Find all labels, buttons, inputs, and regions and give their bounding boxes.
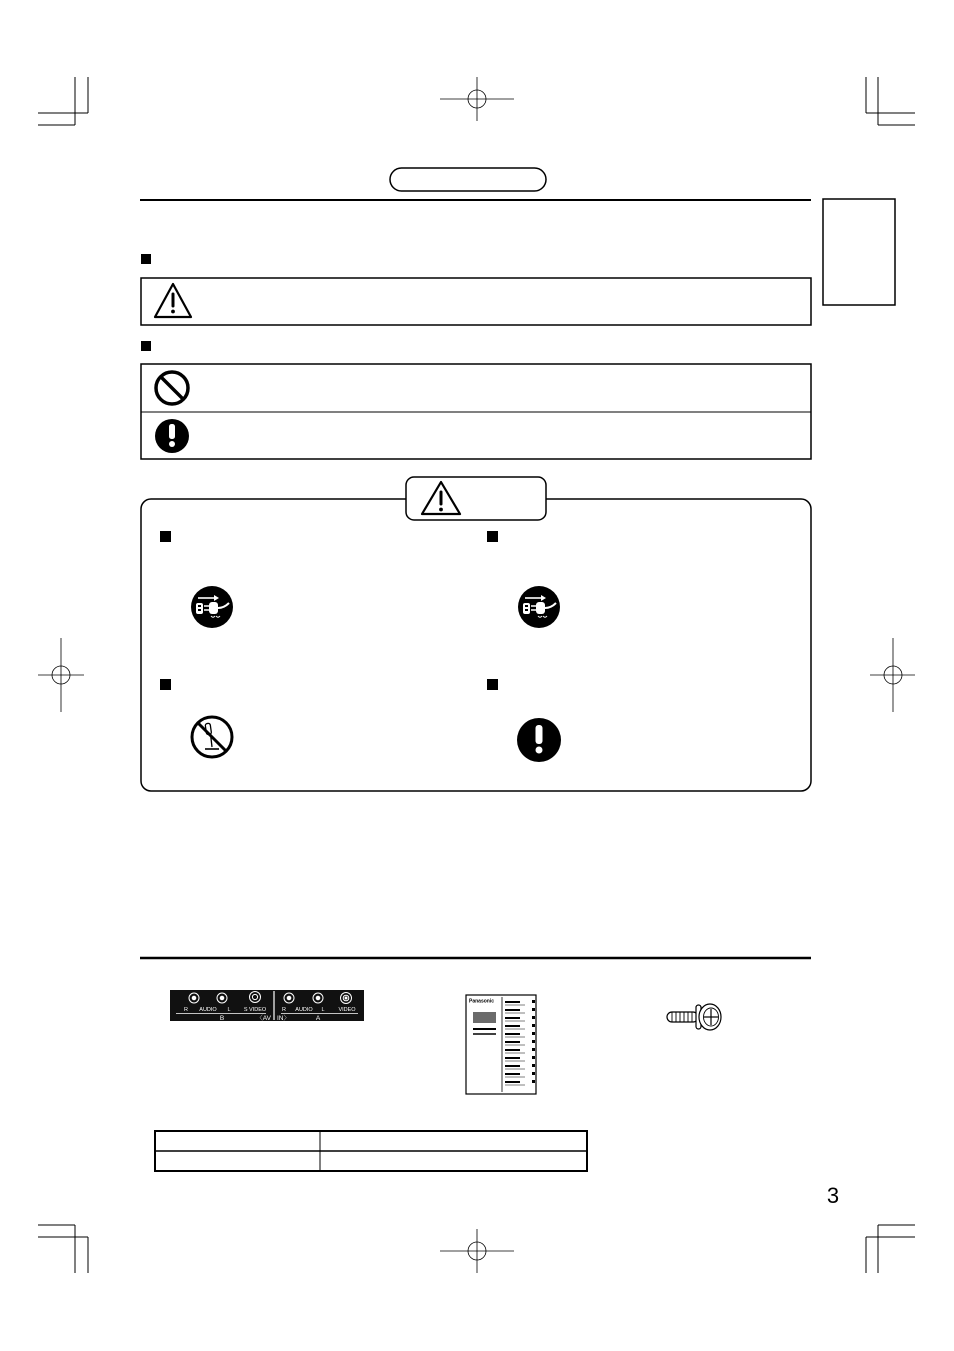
label-in: IN〉 (277, 1015, 290, 1022)
label-group-b: B (219, 1015, 225, 1022)
crop-mark-bottom-right (866, 1225, 915, 1273)
label-a-audio: AUDIO (295, 1007, 313, 1013)
info-table (155, 1131, 587, 1171)
square-bullet (160, 679, 171, 690)
registration-mark-left (38, 638, 84, 712)
screw-icon (667, 1004, 721, 1030)
registration-mark-bottom (440, 1229, 514, 1273)
label-b-audio: AUDIO (199, 1007, 217, 1013)
square-bullet (487, 679, 498, 690)
label-group-a: A (315, 1015, 321, 1022)
label-a-audio-r: R (282, 1007, 286, 1013)
booklet-brand: Panasonic (469, 998, 495, 1005)
unplug-icon (191, 586, 233, 628)
crop-mark-top-right (866, 77, 915, 125)
unplug-icon (518, 586, 560, 628)
prohibition-icon (156, 372, 188, 404)
legend-box-frame (141, 278, 811, 325)
label-av: 〈AV (256, 1015, 271, 1022)
warning-legend-box (141, 278, 811, 325)
registration-mark-top (440, 77, 514, 121)
label-a-video: VIDEO (338, 1007, 356, 1013)
booklet-cover-block (473, 1012, 496, 1023)
crop-mark-bottom-left (38, 1225, 88, 1273)
side-index-tab (823, 199, 895, 305)
label-a-audio-l: L (321, 1007, 325, 1013)
section-title-pill (390, 168, 546, 191)
label-b-audio-r: R (184, 1007, 188, 1013)
manual-booklet (466, 995, 536, 1094)
crop-mark-top-left (38, 77, 88, 125)
square-bullet (160, 531, 171, 542)
symbol-legend-box (141, 364, 811, 459)
no-disassemble-icon (192, 717, 232, 757)
exclamation-icon (517, 718, 561, 762)
av-input-panel (170, 990, 364, 1022)
caution-panel-frame (141, 499, 811, 791)
caution-panel (141, 477, 811, 791)
registration-mark-right (870, 638, 915, 712)
square-bullet (141, 341, 151, 351)
label-b-s-video: S VIDEO (243, 1007, 267, 1013)
label-b-audio-l: L (227, 1007, 231, 1013)
caution-panel-tab (406, 477, 546, 520)
booklet-cover (466, 995, 536, 1094)
square-bullet (487, 531, 498, 542)
exclamation-icon (155, 419, 189, 453)
warning-triangle-icon (155, 284, 191, 317)
square-bullet (141, 254, 151, 264)
page-number: 3 (826, 1183, 840, 1208)
